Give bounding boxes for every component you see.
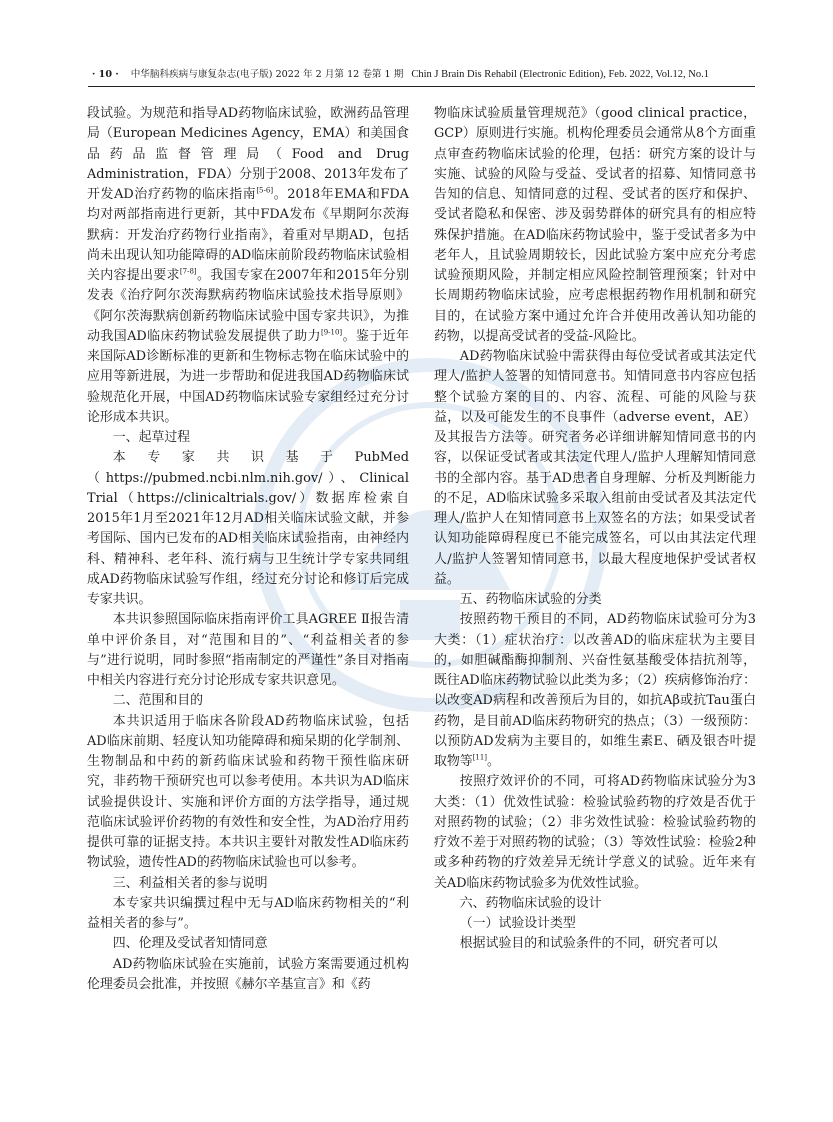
paragraph [434, 772, 756, 894]
section-heading [434, 894, 756, 914]
paragraph [87, 955, 409, 996]
paragraph [87, 894, 409, 935]
paragraph-text: 本专家共识基于PubMed（https://pubmed.ncbi.nlm.nih.gov/）、Clinical Trial（https://clinicaltrials.gov/）数据库检索自2015年1月至2021年12月AD相关临床试验文献，并参考国际、国内已发布的AD相关临床试验指南，由神经内科、精神科、老年科、流行病与卫生统计学专家共同组成AD药物临床试验写作组，经过充分讨论和修订后完成专家共识。 [87, 450, 409, 607]
paragraph-text: 本共识适用于临床各阶段AD药物临床试验，包括AD临床前期、轻度认知功能障碍和痴呆期的化学制剂、生物制品和中药的新药临床试验和药物干预性临床研究，非药物干预研究也可以参考使用。本共识为AD临床试验提供设计、实施和评价方面的方法学指导，通过规范临床试验评价药物的有效性和安全性，为AD治疗用药提供可靠的证据支持。本共识主要针对散发性AD临床药物试验，遗传性AD的药物临床试验也可以参考。 [87, 713, 409, 871]
paragraph [87, 712, 409, 874]
citation-ref: [5-6] [256, 186, 274, 195]
journal-title-en: Chin J Brain Dis Rehabil (Electronic Edition), Feb. 2022, Vol.12, No.1 [411, 69, 709, 80]
section-heading [87, 691, 409, 711]
paragraph-text: 按照疗效评价的不同，可将AD药物临床试验分为3大类：（1）优效性试验：检验试验药物的疗效是否优于对照药物的试验；（2）非劣效性试验：检验试验药物的疗效不差于对照药物的试验；（3）等效性试验：检验2种或多种药物的疗效差异无统计学意义的试验。近年来有关AD临床药物试验多为优效性试验。 [434, 774, 756, 891]
paragraph-text: 物临床试验质量管理规范》（good clinical practice，GCP）原则进行实施。机构伦理委员会通常从8个方面重点审查药物临床试验的伦理，包括：研究方案的设计与实施、试验的风险与受益、受试者的招募、知情同意书告知的信息、知情同意的过程、受试者的医疗和保护、受试者隐私和保密、涉及弱势群体的研究具有的相应特殊保护措施。在AD临床药物试验中，鉴于受试者多为中老年人，且试验周期较长，因此试验方案中应充分考虑试验预期风险，并制定相应风险控制管理预案；针对中长周期药物临床试验，应考虑根据药物作用机制和研究目的，在试验方案中通过允许合并使用改善认知功能的药物，以提高受试者的受益-风险比。 [434, 106, 756, 344]
paragraph-text: 。鉴于近年来国际AD诊断标准的更新和生物标志物在临床试验中的应用等新进展，为进一步帮助和促进我国AD药物临床试验规范化开展，中国AD药物临床试验专家组经过充分讨论形成本共识。 [87, 328, 409, 425]
paragraph-text: 一、起草过程 [112, 430, 191, 445]
paragraph [87, 610, 409, 691]
journal-title-cn: 中华脑科疾病与康复杂志(电子版) 2022 年 2 月第 12 卷第 1 期 [130, 69, 404, 80]
section-heading [87, 874, 409, 894]
paragraph-text: 。我国专家在2007年和2015年分别发表《治疗阿尔茨海默病药物临床试验技术指导原则》《阿尔茨海默病创新药物临床试验中国专家共识》，为推动我国AD临床药物试验发展提供了助力 [87, 268, 409, 344]
paragraph [87, 104, 409, 428]
paragraph [434, 104, 756, 347]
paragraph-text: 二、范围和目的 [112, 693, 204, 709]
paragraph-text: （一）试验设计类型 [459, 916, 576, 931]
paragraph-text: 本共识参照国际临床指南评价工具AGREE Ⅱ报告清单中评价条目，对“范围和目的”、“利益相关者的参与”进行说明，同时参照“指南制定的严谨性”条目对指南中相关内容进行充分讨论形成专家共识意见。 [87, 612, 409, 688]
paragraph-text: 根据试验目的和试验条件的不同，研究者可以 [459, 936, 718, 952]
paragraph-text: 六、药物临床试验的设计 [459, 895, 602, 911]
right-column [434, 104, 756, 955]
left-column [87, 104, 409, 995]
paragraph [434, 347, 756, 590]
paragraph-text: 五、药物临床试验的分类 [459, 592, 602, 607]
header-rule [88, 86, 755, 87]
section-heading [87, 934, 409, 954]
paragraph-text: 本专家共识编撰过程中无与AD临床药物相关的“利益相关者的参与”。 [87, 895, 409, 931]
section-heading [87, 428, 409, 448]
section-heading [434, 914, 756, 934]
paragraph [434, 934, 756, 954]
paragraph [434, 610, 756, 772]
paragraph-text: 段试验。为规范和指导AD药物临床试验，欧洲药品管理局（European Medicines Agency，EMA）和美国食品药品监督管理局（Food and Drug Administration，FDA）分别于2008、2013年发布了开发AD治疗药物的临床指南 [87, 106, 409, 202]
paragraph-text: 按照药物干预目的不同，AD药物临床试验可分为3大类：（1）症状治疗：以改善AD的临床症状为主要目的，如胆碱酯酶抑制剂、兴奋性氨基酸受体拮抗剂等，既往AD临床药物试验以此类为多；（2）疾病修饰治疗：以改变AD病程和改善预后为目的，如抗Aβ或抗Tau蛋白药物，是目前AD临床药物研究的热点；（3）一级预防：以预防AD发病为主要目的，如维生素E、硒及银杏叶提取物等 [434, 612, 756, 769]
citation-ref: [7-8] [179, 267, 197, 276]
paragraph-text: 三、利益相关者的参与说明 [112, 875, 268, 891]
running-header [92, 68, 754, 82]
paragraph-text: 四、伦理及受试者知情同意 [112, 936, 268, 952]
paragraph-text: 。 [487, 754, 500, 769]
page-number: · 10 · [92, 69, 119, 80]
citation-ref: [9-10] [320, 328, 343, 337]
paragraph [87, 448, 409, 610]
citation-ref: [11] [472, 753, 488, 762]
section-heading [434, 590, 756, 610]
paragraph-text: AD药物临床试验中需获得由每位受试者或其法定代理人/监护人签署的知情同意书。知情同意书内容应包括整个试验方案的目的、内容、流程、可能的风险与获益，以及可能发生的不良事件（adverse event，AE）及其报告方法等。研究者务必详细讲解知情同意书的内容，以保证受试者或其法定代理人/监护人理解知情同意书的全部内容。基于AD患者自身理解、分析及判断能力的不足，AD临床试验多采取入组前由受试者及其法定代理人/监护人在知情同意书上双签名的方法；如果受试者认知功能障碍程度已不能完成签名，可以由其法定代理人/监护人签署知情同意书，以最大程度地保护受试者权益。 [434, 349, 756, 587]
paragraph-text: 。2018年EMA和FDA均对两部指南进行更新，其中FDA发布《早期阿尔茨海默病：开发治疗药物行业指南》，着重对早期AD，包括尚未出现认知功能障碍的AD临床前阶段药物临床试验相关内容提出要求 [87, 187, 409, 283]
paragraph-text: AD药物临床试验在实施前，试验方案需要通过机构伦理委员会批准，并按照《赫尔辛基宣言》和《药 [87, 956, 409, 992]
